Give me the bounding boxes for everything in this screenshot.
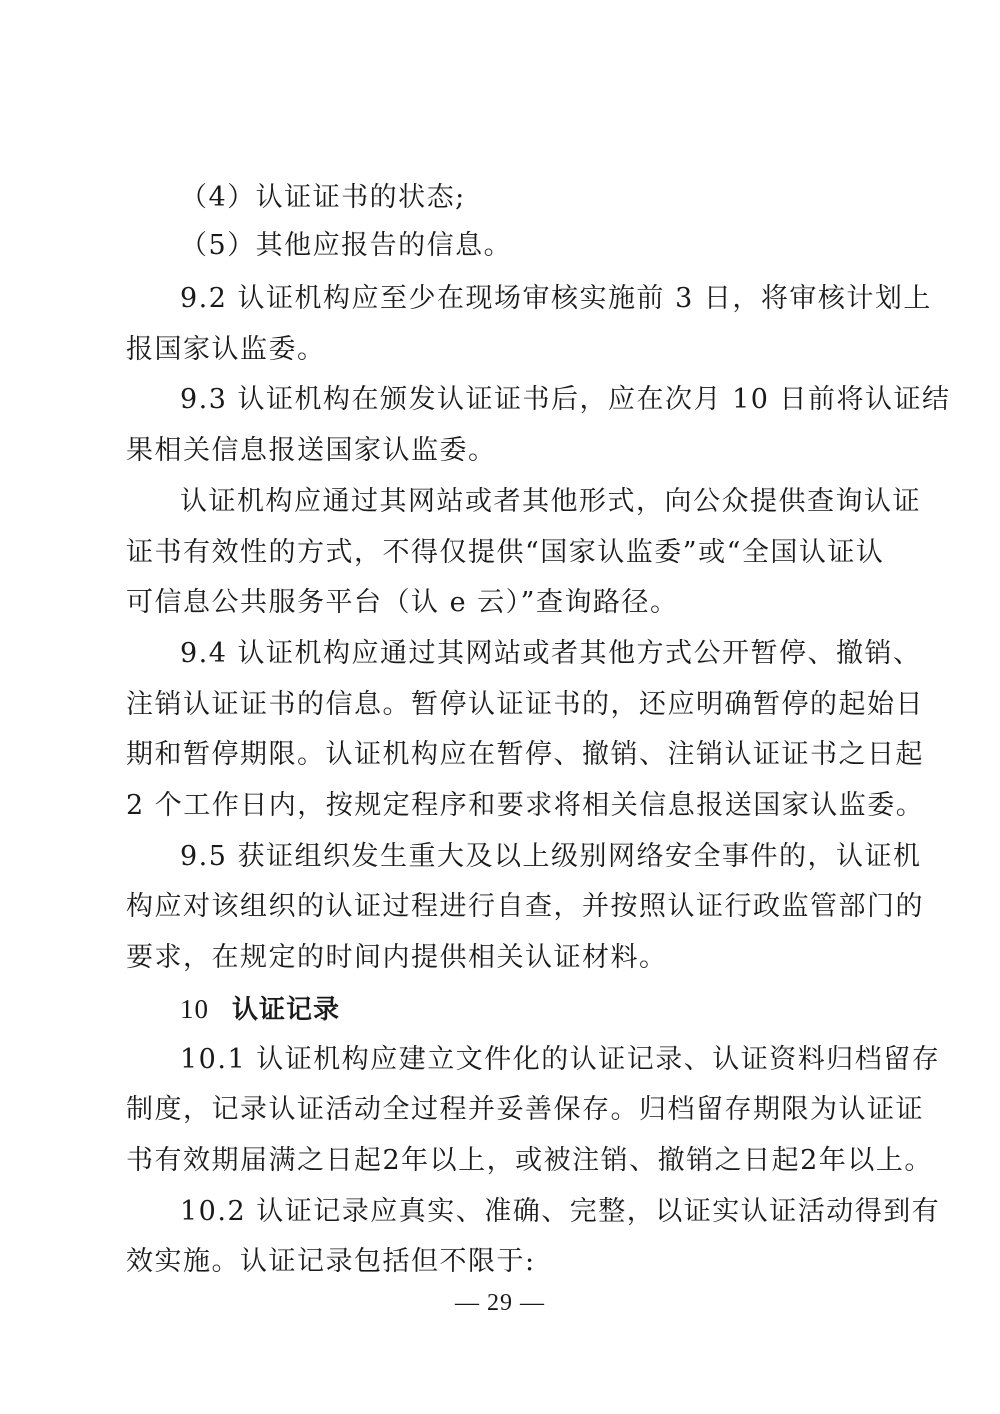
paragraph-9-4-line-2: 注销认证证书的信息。暂停认证证书的，还应明确暂停的起始日 [126,689,924,720]
section-number: 10 [180,994,209,1024]
paragraph-10-2-line-2: 效实施。认证记录包括但不限于: [126,1246,536,1277]
list-item-4: （4）认证证书的状态; [180,182,466,213]
paragraph-9-5-line-2: 构应对该组织的认证过程进行自查，并按照认证行政监管部门的 [126,891,924,922]
paragraph-9-3-line-1: 9.3 认证机构在颁发认证证书后，应在次月 10 日前将认证结 [180,384,951,415]
paragraph-9-3-line-2: 果相关信息报送国家认监委。 [126,435,497,466]
paragraph-query-line-3: 可信息公共服务平台（认 e 云）”查询路径。 [126,587,679,618]
paragraph-10-1-line-3: 书有效期届满之日起2年以上，或被注销、撤销之日起2年以上。 [126,1145,933,1176]
paragraph-9-4-line-4: 2 个工作日内，按规定程序和要求将相关信息报送国家认监委。 [126,790,925,821]
page-number: — 29 — [455,1290,545,1316]
paragraph-9-2-line-2: 报国家认监委。 [126,334,326,365]
paragraph-9-4-line-1: 9.4 认证机构应通过其网站或者其他方式公开暂停、撤销、 [180,638,922,669]
paragraph-10-2-line-1: 10.2 认证记录应真实、准确、完整，以证实认证活动得到有 [180,1196,941,1227]
paragraph-9-5-line-1: 9.5 获证组织发生重大及以上级别网络安全事件的，认证机 [180,841,922,872]
paragraph-10-1-line-1: 10.1 认证机构应建立文件化的认证记录、认证资料归档留存 [180,1044,941,1075]
section-title: 认证记录 [232,995,341,1025]
paragraph-query-line-2: 证书有效性的方式，不得仅提供“国家认监委”或“全国认证认 [126,537,885,568]
paragraph-10-1-line-2: 制度，记录认证活动全过程并妥善保存。归档留存期限为认证证 [126,1094,924,1125]
list-item-5: （5）其他应报告的信息。 [180,230,513,261]
paragraph-9-2-line-1: 9.2 认证机构应至少在现场审核实施前 3 日，将审核计划上 [180,283,932,314]
paragraph-9-4-line-3: 期和暂停期限。认证机构应在暂停、撤销、注销认证证书之日起 [126,739,924,770]
paragraph-9-5-line-3: 要求，在规定的时间内提供相关认证材料。 [126,942,668,973]
paragraph-query-line-1: 认证机构应通过其网站或者其他形式，向公众提供查询认证 [180,486,921,517]
section-heading-10 [180,981,580,1037]
